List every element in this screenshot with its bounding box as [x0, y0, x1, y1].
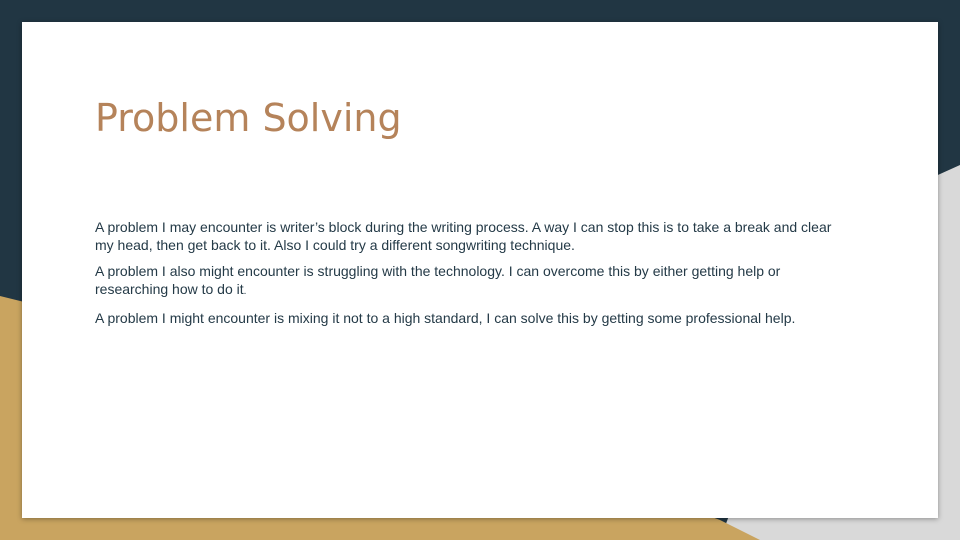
slide-body	[95, 218, 843, 335]
paragraph-technology-text: A problem I also might encounter is struggling with the technology. I can overcome this by either getting help or researching how to do it	[95, 263, 781, 297]
paragraph-writers-block: A problem I may encounter is writer’s block during the writing process. A way I can stop this is to take a break and clear my head, then get back to it. Also I could try a different songwriting technique.	[95, 219, 832, 253]
paragraph-mixing: A problem I might encounter is mixing it not to a high standard, I can solve this by getting some professional help.	[95, 310, 796, 326]
slide-card	[22, 22, 938, 518]
paragraph-technology-period: .	[243, 286, 247, 297]
slide-title: Problem Solving	[95, 96, 402, 140]
paragraph-technology	[95, 262, 843, 301]
